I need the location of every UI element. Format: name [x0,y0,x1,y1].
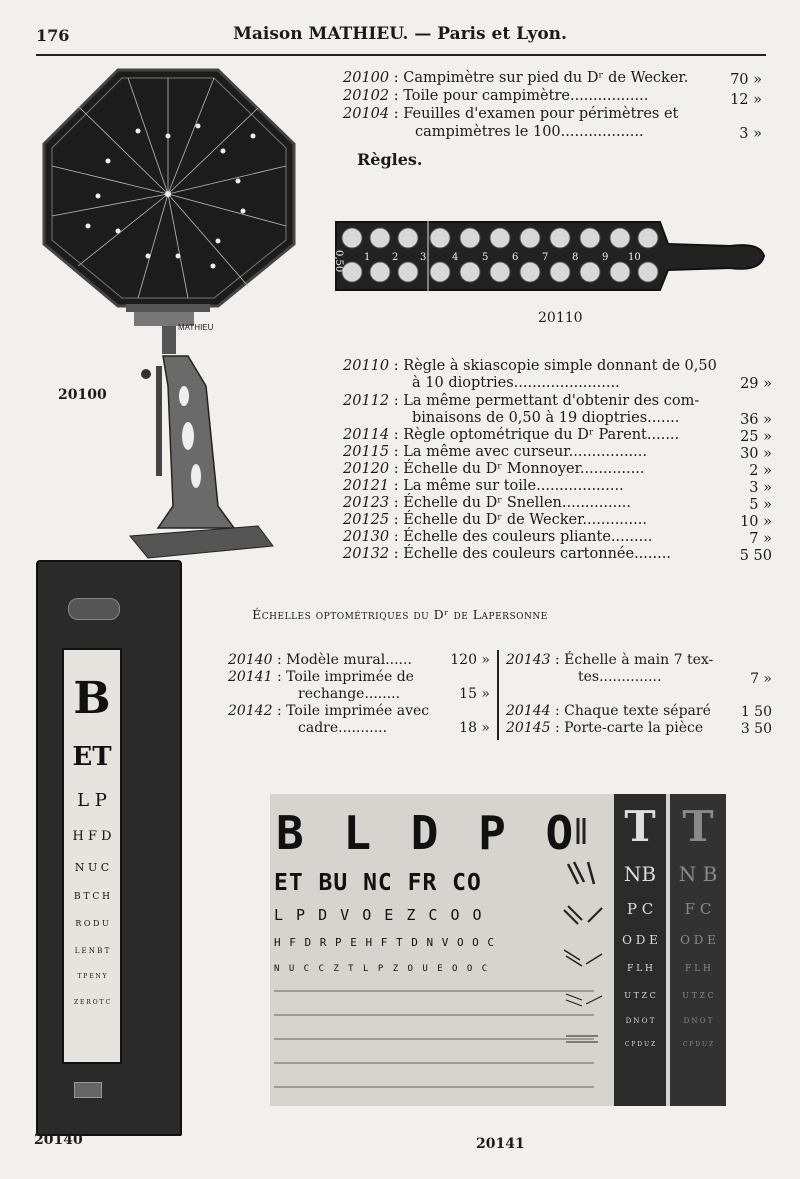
entry-row: cadre........... [298,720,388,736]
side-panel-row: C P D U Z [624,1041,656,1048]
ruler-illustration [330,216,770,296]
entry-price: 2 » [749,463,772,479]
side-panel-row: U T Z C [682,991,714,1000]
entry-price: 36 » [740,412,772,428]
ruler-number: 2 [392,252,399,263]
side-panel-row: O D E [622,933,658,947]
lapersonne-title: Échelles optométriques du Dʳ de Lapersonne [252,607,548,622]
entry-row: 20142 : Toile imprimée avec [228,703,430,719]
campimeter-caption: 20100 [58,387,107,403]
side-panel-row: F L H [685,964,711,974]
side-panel-1 [614,794,666,1106]
ruler-number: 9 [602,252,609,263]
wall-chart-row: L P [77,790,107,811]
ruler-number: 6 [512,252,519,263]
entry-row: 20121 : La même sur toile................... [343,478,624,494]
side-panel-row: U T Z C [624,991,656,1000]
entry-row: 20141 : Toile imprimée de [228,669,414,685]
entry-row: 20112 : La même permettant d'obtenir des com- [343,393,700,409]
brand-label: MATHIEU [178,323,214,332]
entry-row: 20144 : Chaque texte séparé [506,703,711,719]
entry-price: 25 » [740,429,772,445]
entry-row: 20120 : Échelle du Dʳ Monnoyer.............. [343,461,645,477]
page-number: 176 [36,26,70,45]
entry-price: 12 » [730,92,762,108]
ruler-number: 7 [542,252,549,263]
wall-chart-caption: 20140 [34,1132,83,1148]
side-panel-row: C P D U Z [682,1041,714,1048]
side-panel-row: D N O T [683,1017,713,1025]
wall-chart-row: R O D U [75,919,109,928]
printed-chart-row: ET BU NC FR CO [274,870,482,896]
entry-price: 10 » [740,514,772,530]
side-panel-row: NB [623,862,657,886]
column-divider [497,650,499,740]
side-panel-row: F C [684,900,712,918]
entry-row: 20132 : Échelle des couleurs cartonnée........ [343,546,671,562]
entry-row: 20115 : La même avec curseur................. [343,444,647,460]
wall-chart-row: N U C [74,861,110,874]
wall-chart-row: H F D [72,829,112,844]
regles-heading: Règles. [357,150,423,169]
printed-chart-caption: 20141 [476,1136,525,1152]
entry-row: 20110 : Règle à skiascopie simple donnant de 0,50 [343,358,717,374]
wall-chart-row: Z E R O T C [73,999,111,1006]
entry-price: 120 » [450,652,490,668]
entry-price: 1 50 [740,704,772,720]
ruler-number: 1 [364,252,371,263]
side-panel-row: T [682,802,714,851]
side-panel-2 [670,794,726,1106]
side-panel-row: O D E [680,933,716,947]
entry-price: 70 » [730,72,762,88]
side-panel-row: P C [626,900,654,918]
header-rule [36,54,766,56]
wall-chart-row: B [73,673,111,724]
entry-row: 20140 : Modèle mural...... [228,652,412,668]
ruler-caption: 20110 [538,310,583,326]
entry-price: 5 50 [739,548,772,564]
entry-row: 20145 : Porte-carte la pièce [506,720,704,736]
wall-chart-row: ET [72,742,112,772]
side-panel-row: D N O T [625,1017,655,1025]
entry-row: 20100 : Campimètre sur pied du Dʳ de Wecker. [343,70,689,86]
side-panel-row: F L H [627,964,653,974]
entry-price: 29 » [740,376,772,392]
entry-row: 20130 : Échelle des couleurs pliante......... [343,529,653,545]
ruler-number: 10 [628,252,641,263]
entry-price: 15 » [459,686,490,702]
entry-price: 30 » [740,446,772,462]
astigmatism-dials [558,814,608,1064]
wall-chart-row: B T C H [74,892,110,902]
entry-price: 3 50 [740,721,772,737]
ruler-number: 5 [482,252,489,263]
entry-row: 20123 : Échelle du Dʳ Snellen............... [343,495,632,511]
entry-price: 3 » [749,480,772,496]
wall-chart-row: T P E N Y [77,973,107,980]
campimeter-illustration [38,66,303,566]
ruler-number: 8 [572,252,579,263]
wall-chart-illustration [36,560,182,1136]
printed-chart-row: N U C C Z T L P Z O U E O O C [274,964,490,974]
page-header-title: Maison MATHIEU. — Paris et Lyon. [233,24,567,44]
printed-chart-row: B L D P O [276,806,580,860]
ruler-number: 3 [420,252,427,263]
wall-chart-row: L E N B T [74,947,110,955]
printed-chart-row: H F D R P E H F T D N V O O C [274,936,496,949]
entry-row: 20102 : Toile pour campimètre................. [343,88,649,104]
entry-row: binaisons de 0,50 à 19 dioptries....... [412,410,680,426]
entry-price: 7 » [749,531,772,547]
ruler-number: 4 [452,252,459,263]
entry-row: à 10 dioptries....................... [412,375,620,391]
entry-row: 20104 : Feuilles d'examen pour périmètres et [343,106,679,122]
entry-price: 5 » [749,497,772,513]
entry-price: 18 » [459,720,490,736]
entry-price: 7 » [750,671,772,687]
entry-row: tes.............. [578,669,662,685]
ruler-number: 0,50 [333,250,344,273]
side-panel-row: N B [678,862,718,886]
entry-row: rechange........ [298,686,401,702]
printed-chart-row: L P D V O E Z C O O [274,906,484,924]
entry-row: 20125 : Échelle du Dʳ de Wecker.............. [343,512,647,528]
side-panel-row: T [624,802,656,851]
entry-row: 20114 : Règle optométrique du Dʳ Parent....... [343,427,680,443]
printed-chart-illustration [270,794,726,1106]
entry-price: 3 » [739,126,762,142]
entry-row: 20143 : Échelle à main 7 tex- [506,652,714,668]
entry-row: campimètres le 100.................. [415,124,644,140]
